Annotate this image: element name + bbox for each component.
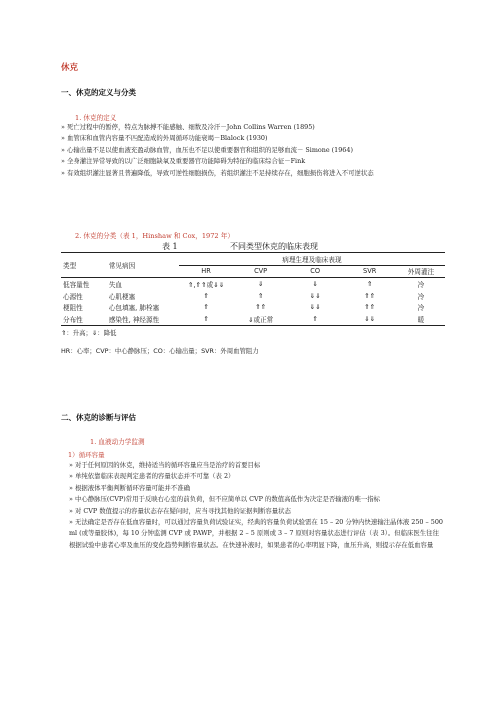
cell-perfusion: 冷 [417, 280, 425, 289]
table-header-row [61, 253, 445, 266]
definition-item: » 死亡过程中的暂停，特点为脉搏不能感触、细数及冷汗－John Collins Warren (1895) [61, 123, 315, 131]
header-cvp: CVP [233, 265, 288, 278]
cell-type: 心源性 [63, 292, 83, 301]
volume-item: » 对 CVP 数值提示的容量状态存在疑问时，应当寻找其他的证据判断容量状态 [69, 506, 291, 515]
table-row [61, 313, 445, 325]
section2-sub1a: 1）循环容量 [68, 451, 105, 459]
section2-heading: 二、休克的诊断与评估 [61, 413, 136, 422]
table-row [61, 290, 445, 302]
header-perfusion: 外周灌注 [397, 265, 445, 278]
section2-sub1: 1. 血液动力学监测 [90, 438, 145, 446]
header-hr: HR [179, 265, 234, 278]
cell-cvp: ⇑⇑ [255, 303, 267, 312]
volume-item: » 根据液体平衡判断循环容量可能并不准确 [69, 483, 190, 492]
volume-item: » 无法确定是否存在低血容量时，可以通过容量负荷试验证实，经典的容量负荷试验需在 15 – 20 分钟内快速输注晶体液 250 – 500 ml (或等量胶体)，每 10 分钟监测 CVP 或 PAWP，并根据 2 – 5 原则或 3 – 7 原则对容量状态进行评估（表 3）。但临床医生往往根据试验中患者心率及血压的变化趋势判断容量状态。在快速补液时，如果患者的心率明显下降，血压升高，则提示存在低血容量 [69, 518, 443, 549]
cell-cause: 感染性, 神经源性 [107, 313, 179, 325]
table-row [61, 278, 445, 290]
volume-item: » 单纯依靠临床表现判定患者的容量状态并不可靠（表 2） [69, 472, 235, 481]
table-caption-label: 表 1 [162, 242, 178, 251]
cell-type: 分布性 [61, 313, 107, 325]
definition-item: » 心输出量不足以使血液充盈动脉血管，血压也不足以使重要器官和组织的足够血流－ Simone (1964) [61, 145, 353, 154]
header-svr: SVR [342, 265, 397, 278]
cell-cause: 心包填塞, 肺栓塞 [108, 304, 160, 313]
cell-svr: ⇑⇑ [364, 291, 376, 300]
table-row [61, 301, 445, 313]
header-group: 病理生理及临床表现 [179, 253, 445, 266]
cell-co: ⇓⇓ [309, 291, 321, 300]
volume-list [61, 460, 445, 551]
cell-svr: ⇑⇑ [364, 303, 376, 312]
table-caption-text: 不同类型休克的临床表现 [230, 242, 318, 251]
header-co: CO [288, 265, 343, 278]
volume-item: » 中心静脉压(CVP)常用于反映右心室的前负荷，但不应简单以 CVP 的数值高低作为决定是否输液的唯一指标 [69, 495, 381, 504]
table-abbreviations: HR：心率；CVP：中心静脉压；CO：心输出量；SVR：外周血管阻力 [61, 347, 259, 355]
cell-hr: ⇑,⇑⇑或⇓⇓ [187, 280, 225, 289]
section1-sub2: 2. 休克的分类（表 1，Hinshaw 和 Cox，1972 年） [75, 232, 234, 240]
cell-cvp: ⇓或正常 [233, 313, 288, 325]
cell-cause: 失血 [108, 280, 122, 289]
definition-item: » 血管床和血管内容量不匹配造成的外周循环功能衰竭－Blalock (1930) [61, 134, 268, 143]
definition-item: » 有效组织灌注显著且普遍降低，导致可逆性细胞损伤，若组织灌注不足持续存在，细胞损伤将进入不可逆状态 [61, 168, 374, 177]
table-legend: ⇑：升高；⇓：降低 [61, 329, 117, 337]
volume-item: » 对于任何原因的休克，维持适当的循环容量应当是治疗的首要目标 [69, 461, 261, 469]
cell-co: ⇑ [288, 313, 343, 325]
cell-perfusion: 冷 [417, 292, 425, 301]
cell-perfusion: 冷 [417, 304, 425, 313]
cell-svr: ⇓⇓ [342, 313, 397, 325]
header-type: 类型 [61, 253, 107, 278]
cell-cvp: ⇓ [257, 279, 264, 288]
cell-cvp: ⇑ [257, 291, 264, 300]
cell-hr: ⇑ [203, 303, 209, 312]
cell-co: ⇓ [312, 279, 318, 288]
cell-svr: ⇑ [366, 279, 373, 288]
doc-title: 休克 [61, 63, 79, 73]
cell-type: 低容量性 [63, 280, 90, 289]
cell-hr: ⇑ [179, 313, 234, 325]
header-cause: 常见病因 [107, 253, 179, 278]
table-caption [162, 241, 318, 252]
section1-heading: 一、休克的定义与分类 [61, 88, 136, 97]
cell-cause: 心肌梗塞 [108, 292, 136, 301]
cell-co: ⇓⇓ [309, 303, 321, 312]
cell-perfusion: 暖 [397, 313, 445, 325]
definition-item: » 全身灌注异常导致的以广泛细胞缺氧及重要器官功能障碍为特征的临床综合征－Fink [61, 157, 306, 166]
shock-table [61, 252, 445, 326]
definition-list [61, 122, 445, 179]
cell-type: 梗阻性 [63, 304, 83, 313]
section1-sub1: 1. 休克的定义 [75, 114, 117, 122]
cell-hr: ⇑ [203, 291, 209, 300]
